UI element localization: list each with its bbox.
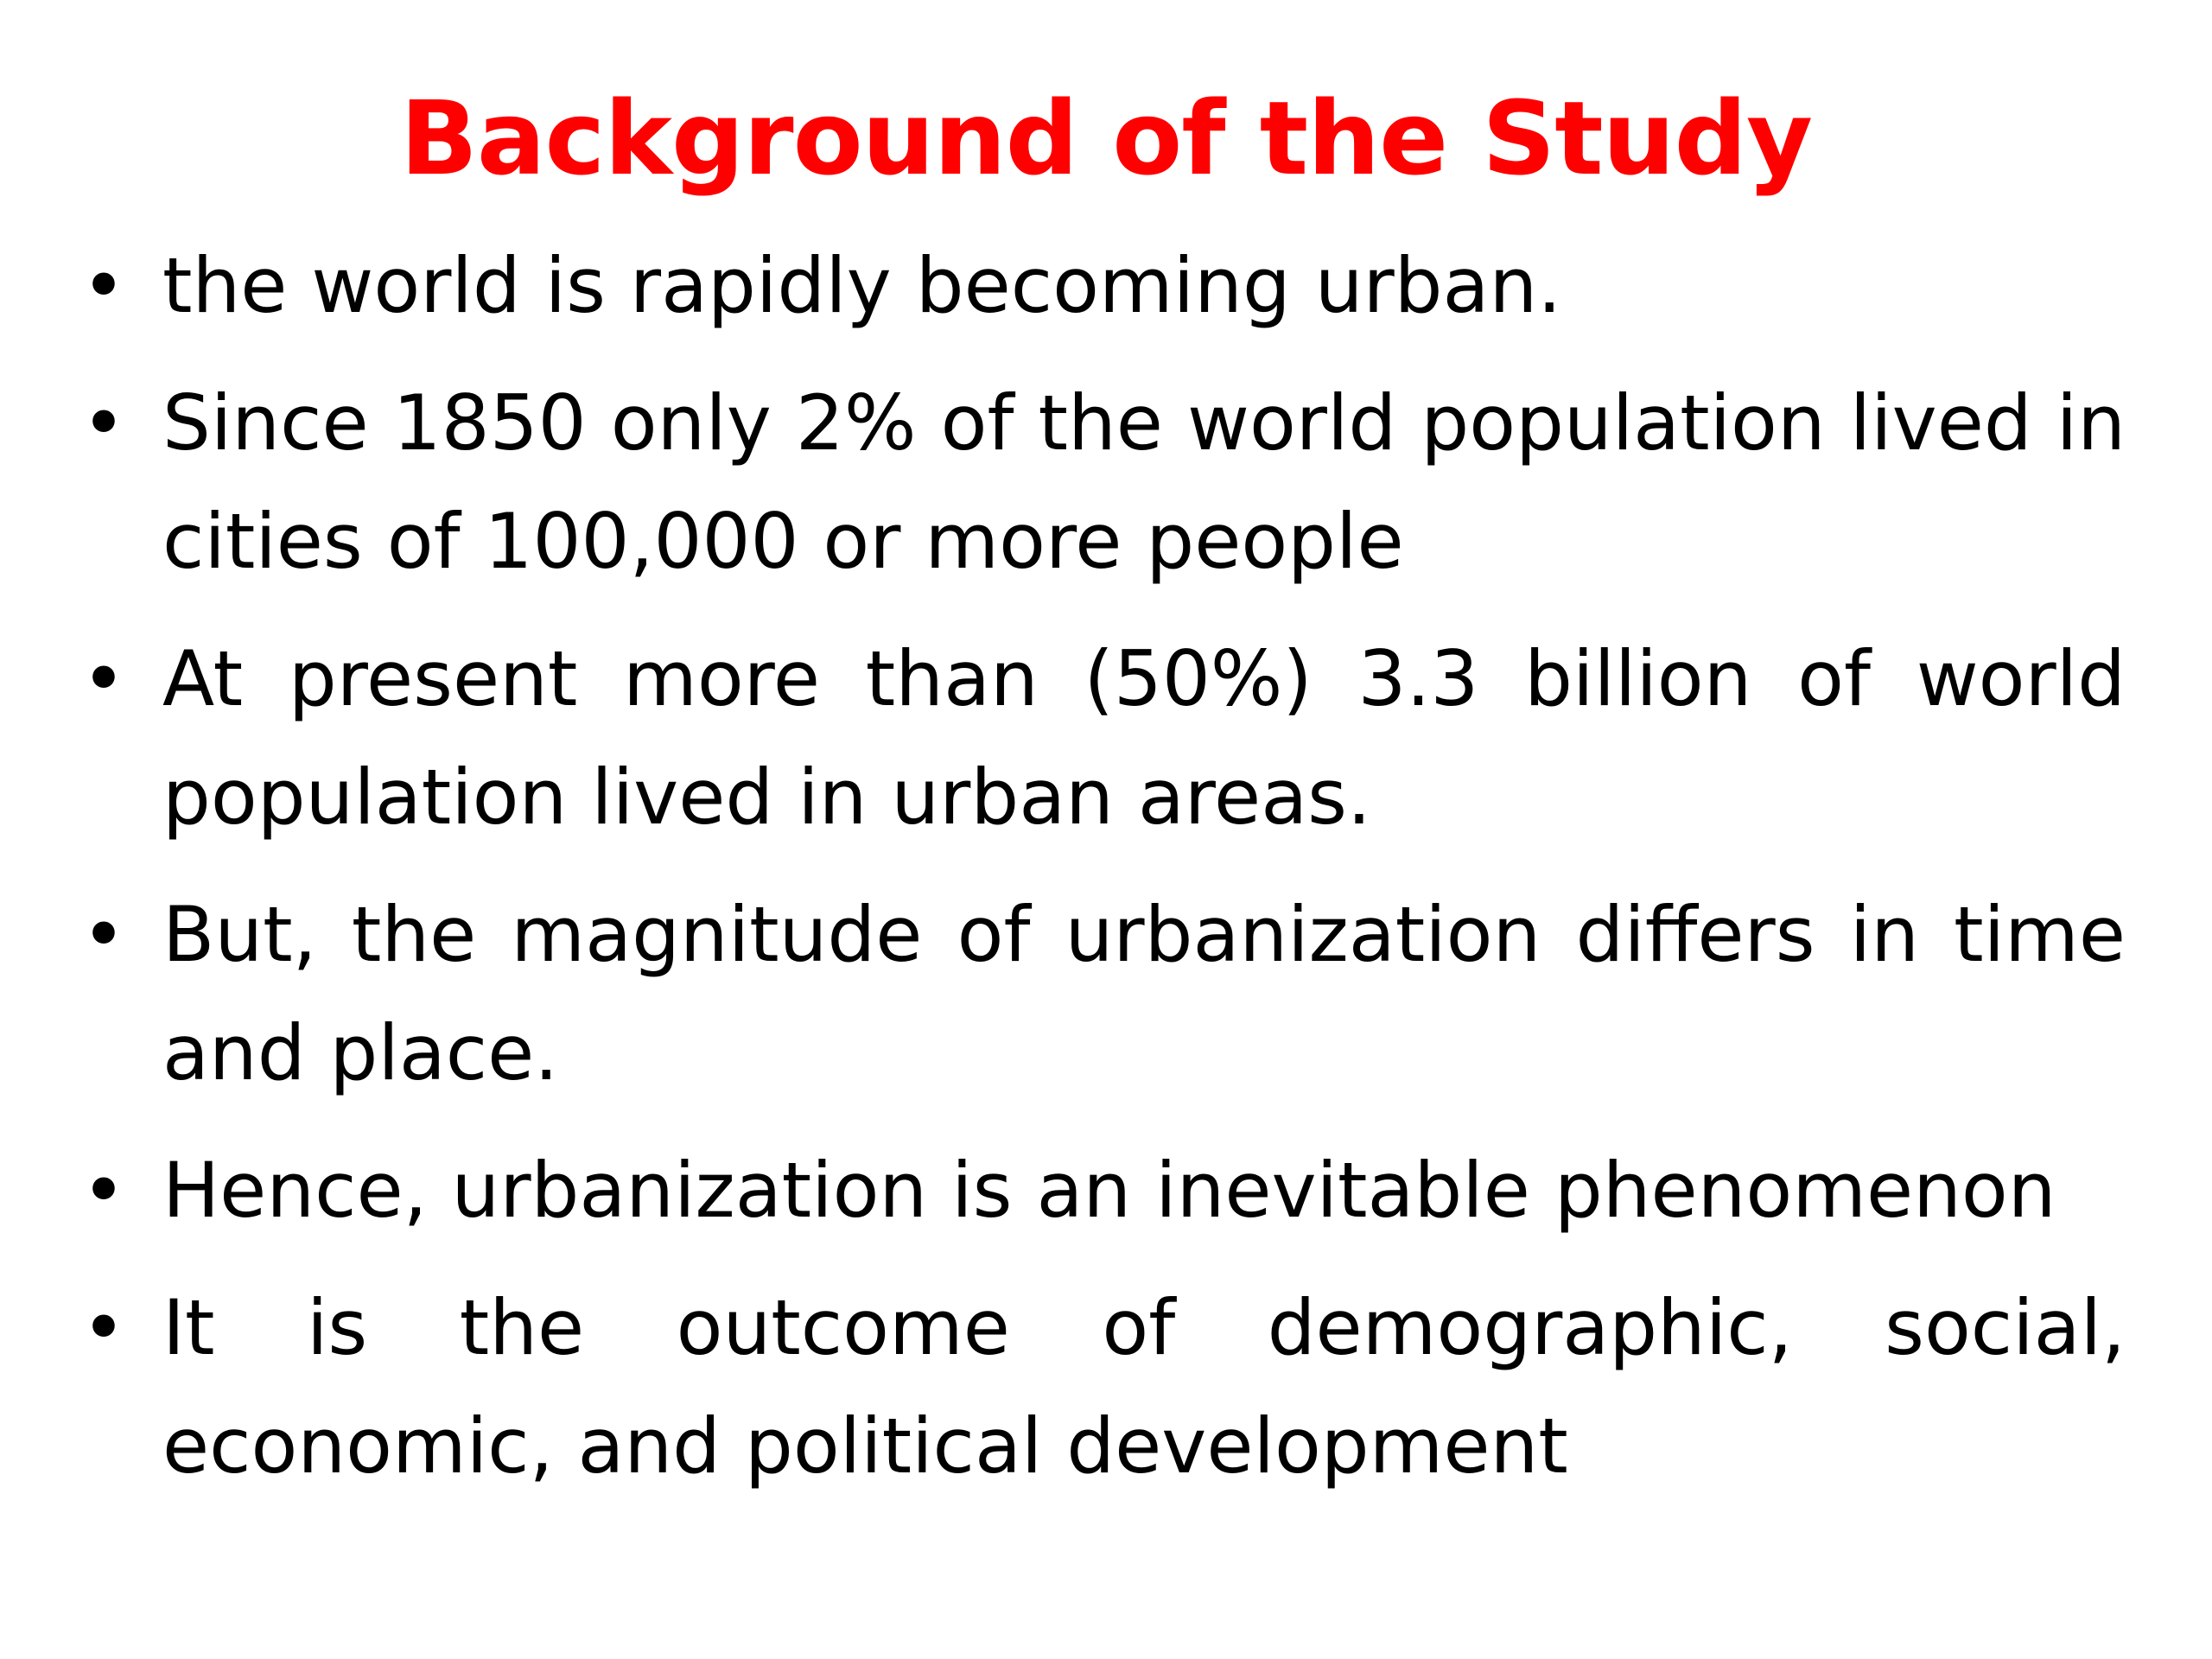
bullet-text: Since 1850 only 2% of the world population lived in cities of 100,000 or more people xyxy=(162,378,2126,586)
bullet-icon: • xyxy=(81,634,126,723)
bullet-icon: • xyxy=(81,378,126,467)
bullet-item xyxy=(78,620,2126,856)
bullet-text: But, the magnitude of urbanization differs in time and place. xyxy=(162,890,2126,1097)
bullet-icon: • xyxy=(81,890,126,979)
bullet-item xyxy=(78,226,2126,345)
bullet-icon: • xyxy=(81,241,126,330)
bullet-icon: • xyxy=(81,1283,126,1372)
bullet-item xyxy=(78,364,2126,601)
bullet-text: Hence, urbanization is an inevitable phenomenon xyxy=(162,1146,2056,1235)
bullet-icon: • xyxy=(81,1146,126,1235)
bullet-text: At present more than (50%) 3.3 billion of world population lived in urban areas. xyxy=(162,634,2126,842)
bullet-item xyxy=(78,1268,2126,1505)
slide-title: Background of the Study xyxy=(399,79,1813,198)
bullet-item xyxy=(78,1131,2126,1249)
bullet-text: It is the outcome of demographic, social, economic, and political development xyxy=(162,1283,2126,1491)
bullet-item xyxy=(78,875,2126,1112)
bullet-list xyxy=(78,226,2126,1524)
bullet-text: the world is rapidly becoming urban. xyxy=(162,241,1562,330)
